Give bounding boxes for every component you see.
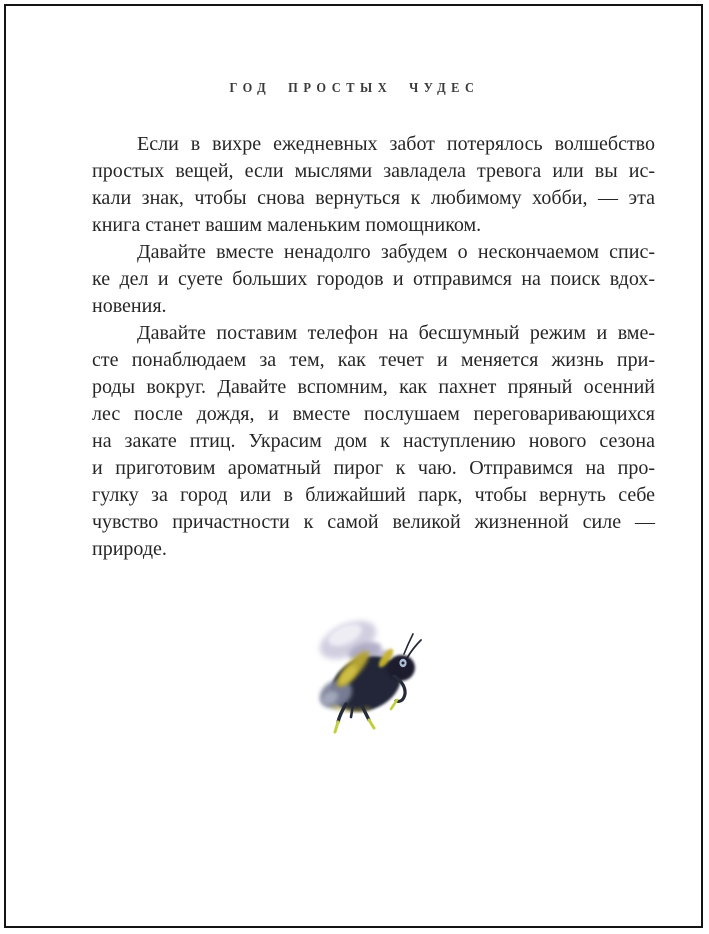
bee-eye-pupil — [402, 662, 405, 665]
text-line: Давайте поставим телефон на бесшумный режим и вме- — [137, 322, 655, 344]
bee-leg-tip — [369, 720, 374, 728]
text-line: книга станет вашим маленьким помощником. — [92, 214, 482, 236]
running-head: ГОД ПРОСТЫХ ЧУДЕС — [229, 80, 480, 95]
text-line: гулку за город или в ближайший парк, чтобы вернуть себе — [92, 484, 655, 506]
text-line: и приготовим ароматный пирог к чаю. Отправимся на про- — [92, 457, 655, 479]
text-line: кали знак, чтобы снова вернуться к любимому хобби, — эта — [92, 187, 655, 209]
bumblebee-icon — [308, 614, 430, 742]
text-line: новения. — [92, 295, 167, 317]
bumblebee-illustration — [308, 614, 430, 742]
paragraph — [92, 239, 655, 320]
text-line: чувство причастности к самой великой жизненной силе — — [92, 511, 655, 533]
text-line: лес после дождя, и вместе послушаем переговаривающихся — [92, 403, 655, 425]
text-line: ке дел и суете больших городов и отправимся на поиск вдох- — [92, 268, 655, 290]
text-line: на закате птиц. Украсим дом к наступлению нового сезона — [92, 430, 655, 452]
body-text — [92, 131, 655, 563]
bee-front-leg-tip — [391, 700, 397, 709]
text-line: простых вещей, если мыслями завладела тревога или вы ис- — [92, 160, 655, 182]
text-line: природе. — [92, 538, 167, 560]
text-line: роды вокруг. Давайте вспомним, как пахнет пряный осенний — [92, 376, 655, 398]
text-line: Если в вихре ежедневных забот потерялось волшебство — [137, 133, 655, 155]
text-line: сте понаблюдаем за тем, как течет и меняется жизнь при- — [92, 349, 655, 371]
paragraph — [92, 131, 655, 239]
bee-leg-tip — [335, 722, 338, 732]
paragraph — [92, 320, 655, 563]
text-line: Давайте вместе ненадолго забудем о нескончаемом спис- — [137, 241, 655, 263]
